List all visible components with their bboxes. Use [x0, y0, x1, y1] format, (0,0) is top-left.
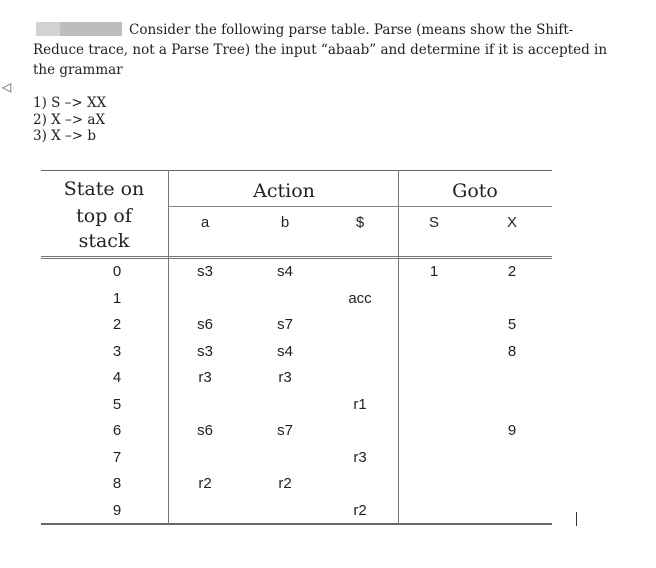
action-goto-divider	[398, 170, 399, 524]
table-cell: 2	[507, 263, 517, 280]
table-cell: s4	[277, 263, 293, 280]
state-number: 9	[112, 501, 122, 519]
column-divider	[168, 170, 169, 524]
state-number: 4	[112, 369, 122, 386]
text-cursor	[576, 512, 577, 526]
column-header-0: a	[200, 214, 210, 231]
table-cell: r1	[353, 395, 367, 413]
question-text	[33, 20, 633, 80]
table-cell: 5	[507, 316, 517, 333]
table-top-border	[41, 170, 552, 171]
table-cell: s3	[197, 263, 213, 280]
table-cell: s6	[197, 422, 213, 439]
table-cell: s7	[277, 316, 293, 333]
state-number: 8	[112, 475, 122, 492]
column-header-2: $	[355, 214, 365, 231]
question-line-2: Reduce trace, not a Parse Tree) the input “abaab” and determine if it is accepted in	[33, 42, 608, 58]
column-header-4: X	[506, 214, 518, 231]
grammar-rules	[33, 95, 106, 145]
column-header-3: S	[428, 214, 440, 231]
table-cell: r2	[198, 475, 212, 492]
table-cell: s6	[197, 316, 213, 333]
header-bottom-border	[41, 256, 552, 259]
state-number: 0	[112, 263, 122, 280]
action-header: Action	[253, 180, 315, 202]
grammar-rule-3: 3) X –> b	[33, 128, 97, 144]
grammar-rule-2: 2) X –> aX	[33, 111, 106, 128]
table-cell: s4	[277, 342, 293, 360]
table-cell: r3	[198, 369, 212, 386]
state-number: 1	[112, 289, 122, 307]
table-bottom-border	[41, 523, 552, 525]
table-cell: r2	[353, 501, 367, 519]
header-divider	[168, 206, 552, 207]
state-number: 3	[112, 342, 122, 360]
table-cell: r3	[353, 448, 367, 466]
table-cell: s7	[277, 422, 293, 439]
state-number: 6	[112, 422, 122, 439]
column-header-1: b	[280, 214, 290, 231]
goto-header: Goto	[452, 180, 498, 202]
grammar-rule-1: 1) S –> XX	[33, 95, 107, 111]
state-number: 2	[112, 316, 122, 333]
question-line-3: the grammar	[33, 62, 123, 78]
table-cell: s3	[197, 342, 213, 360]
table-cell: r2	[278, 475, 292, 492]
state-number: 5	[112, 395, 122, 413]
table-cell: 8	[507, 342, 517, 360]
table-cell: acc	[348, 289, 372, 307]
state-header-line-3: stack	[78, 230, 130, 252]
table-cell: 9	[507, 422, 517, 439]
table-cell: 1	[429, 263, 439, 280]
table-cell: r3	[278, 369, 292, 386]
state-number: 7	[112, 448, 122, 466]
triangle-marker-icon: ◁	[2, 80, 12, 94]
question-line-1: Consider the following parse table. Parse (means show the Shift-	[129, 22, 574, 38]
state-header-line-2: top of	[76, 205, 132, 227]
state-header-line-1: State on	[63, 178, 145, 200]
